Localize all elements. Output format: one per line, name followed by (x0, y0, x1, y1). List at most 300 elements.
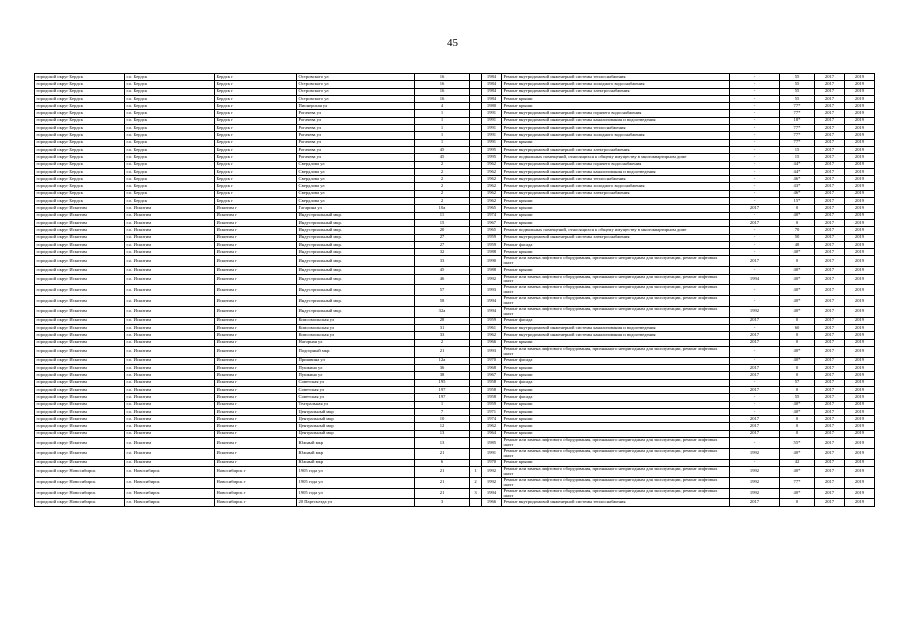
cell-locality: Искитим г (215, 448, 297, 459)
cell-building (470, 117, 482, 124)
cell-plan-year-start: 2017 (815, 438, 845, 449)
cell-house-number: 32 (415, 249, 470, 256)
cell-plan-year-start: 2017 (815, 146, 845, 153)
table-row (35, 274, 875, 285)
cell-plan-year-end: 2019 (845, 154, 875, 161)
cell-last-repair-year: - (730, 110, 780, 117)
cell-last-repair-year: - (730, 139, 780, 146)
cell-plan-year-start: 2017 (815, 161, 845, 168)
cell-year-built: 1962 (482, 161, 502, 168)
cell-wear-percent: 0 (780, 339, 815, 346)
cell-house-number: 27 (415, 241, 470, 248)
cell-year-built: 1971 (482, 408, 502, 415)
cell-year-built: 1993 (482, 346, 502, 357)
cell-building (470, 125, 482, 132)
cell-wear-percent: 0 (780, 205, 815, 212)
table-row (35, 448, 875, 459)
cell-plan-year-end: 2019 (845, 74, 875, 81)
cell-plan-year-start: 2017 (815, 459, 845, 466)
cell-street: Пришвина ул (297, 357, 415, 364)
cell-work-type: Ремонт или замена лифтового оборудования, признанного непригодным для эксплуатации, ремонт лифтовых шахт (502, 285, 730, 296)
cell-plan-year-start: 2017 (815, 154, 845, 161)
cell-work-type: Ремонт фасада (502, 379, 730, 386)
cell-year-built: 1962 (482, 190, 502, 197)
cell-wear-percent: 77* (780, 132, 815, 139)
cell-building (470, 154, 482, 161)
cell-municipality: городской округ Новосибирск (35, 477, 125, 488)
cell-wear-percent: 0 (780, 365, 815, 372)
cell-street: Индустриальный мкр. (297, 285, 415, 296)
cell-locality: Новосибирск г (215, 466, 297, 477)
cell-locality: Бердск г (215, 88, 297, 95)
cell-plan-year-end: 2019 (845, 466, 875, 477)
cell-municipal-formation: г.о. Искитим (125, 219, 215, 226)
cell-house-number: 33 (415, 256, 470, 267)
cell-street: Островского ул (297, 74, 415, 81)
cell-wear-percent: 48 (780, 241, 815, 248)
cell-year-built: 1962 (482, 332, 502, 339)
cell-locality: Искитим г (215, 357, 297, 364)
cell-municipal-formation: г.о. Бердск (125, 95, 215, 102)
cell-street: 1905 года ул (297, 488, 415, 499)
cell-locality: Искитим г (215, 306, 297, 317)
cell-municipal-formation: г.о. Бердск (125, 88, 215, 95)
cell-street: Индустриальный мкр. (297, 219, 415, 226)
cell-street: Индустриальный мкр. (297, 227, 415, 234)
cell-plan-year-start: 2017 (815, 448, 845, 459)
cell-plan-year-end: 2019 (845, 459, 875, 466)
cell-house-number: 3 (415, 499, 470, 506)
cell-year-built: 1994 (482, 306, 502, 317)
cell-plan-year-end: 2019 (845, 365, 875, 372)
cell-work-type: Ремонт крыши (502, 219, 730, 226)
cell-plan-year-end: 2019 (845, 110, 875, 117)
cell-building: 3 (470, 488, 482, 499)
cell-plan-year-end: 2019 (845, 256, 875, 267)
cell-municipality: городской округ Бердск (35, 139, 125, 146)
cell-last-repair-year: - (730, 212, 780, 219)
cell-last-repair-year: - (730, 198, 780, 205)
table-row (35, 408, 875, 415)
cell-year-built: 1993 (482, 285, 502, 296)
cell-municipality: городской округ Искитим (35, 227, 125, 234)
cell-last-repair-year: 2017 (730, 430, 780, 437)
cell-building (470, 394, 482, 401)
cell-wear-percent: 0 (780, 372, 815, 379)
cell-year-built: 1991 (482, 125, 502, 132)
cell-municipality: городской округ Искитим (35, 459, 125, 466)
cell-municipal-formation: г.о. Бердск (125, 139, 215, 146)
cell-municipal-formation: г.о. Бердск (125, 146, 215, 153)
cell-street: Советская ул (297, 379, 415, 386)
cell-plan-year-end: 2019 (845, 332, 875, 339)
cell-municipal-formation: г.о. Искитим (125, 365, 215, 372)
cell-house-number: 1 (415, 401, 470, 408)
cell-work-type: Ремонт крыши (502, 95, 730, 102)
table-row (35, 306, 875, 317)
cell-year-built: 1994 (482, 488, 502, 499)
cell-building (470, 416, 482, 423)
cell-street: Рогачева ул (297, 132, 415, 139)
cell-house-number: 2 (415, 168, 470, 175)
cell-municipality: городской округ Бердск (35, 74, 125, 81)
cell-plan-year-start: 2017 (815, 423, 845, 430)
cell-work-type: Ремонт крыши (502, 212, 730, 219)
cell-last-repair-year: - (730, 103, 780, 110)
table-row (35, 386, 875, 393)
cell-municipality: городской округ Искитим (35, 256, 125, 267)
cell-plan-year-end: 2019 (845, 103, 875, 110)
cell-year-built: 1958 (482, 379, 502, 386)
cell-municipality: городской округ Бердск (35, 198, 125, 205)
cell-municipality: городской округ Искитим (35, 408, 125, 415)
cell-year-built: 1958 (482, 386, 502, 393)
cell-locality: Искитим г (215, 332, 297, 339)
cell-wear-percent: 0 (780, 386, 815, 393)
cell-work-type: Ремонт крыши (502, 205, 730, 212)
cell-street: Индустриальный мкр. (297, 241, 415, 248)
cell-municipal-formation: г.о. Искитим (125, 317, 215, 324)
cell-house-number: 27 (415, 234, 470, 241)
cell-locality: Бердск г (215, 168, 297, 175)
cell-house-number: 21 (415, 477, 470, 488)
table-row (35, 132, 875, 139)
cell-wear-percent: 15 (780, 146, 815, 153)
cell-building (470, 205, 482, 212)
cell-locality: Искитим г (215, 401, 297, 408)
cell-building (470, 438, 482, 449)
cell-locality: Бердск г (215, 198, 297, 205)
cell-locality: Искитим г (215, 219, 297, 226)
cell-wear-percent: 46* (780, 176, 815, 183)
table-row (35, 459, 875, 466)
cell-wear-percent: 55* (780, 438, 815, 449)
cell-street: Гагарина ул (297, 205, 415, 212)
cell-locality: Искитим г (215, 296, 297, 307)
cell-street: Подгорный мкр. (297, 346, 415, 357)
cell-building (470, 176, 482, 183)
cell-plan-year-start: 2017 (815, 325, 845, 332)
cell-last-repair-year: - (730, 249, 780, 256)
cell-year-built: 1962 (482, 423, 502, 430)
cell-municipality: городской округ Искитим (35, 430, 125, 437)
cell-house-number: 46 (415, 274, 470, 285)
cell-plan-year-start: 2017 (815, 168, 845, 175)
cell-work-type: Ремонт или замена лифтового оборудования, признанного непригодным для эксплуатации, ремонт лифтовых шахт (502, 256, 730, 267)
cell-last-repair-year: 2017 (730, 317, 780, 324)
table-row (35, 88, 875, 95)
cell-house-number: 197 (415, 386, 470, 393)
cell-wear-percent: 40* (780, 466, 815, 477)
cell-plan-year-end: 2019 (845, 95, 875, 102)
cell-last-repair-year: 2017 (730, 219, 780, 226)
cell-work-type: Ремонт или замена лифтового оборудования, признанного непригодным для эксплуатации, ремонт лифтовых шахт (502, 438, 730, 449)
table-row (35, 154, 875, 161)
cell-work-type: Ремонт крыши (502, 459, 730, 466)
cell-locality: Бердск г (215, 161, 297, 168)
cell-building (470, 408, 482, 415)
cell-municipal-formation: г.о. Новосибирск (125, 477, 215, 488)
cell-year-built: 1984 (482, 74, 502, 81)
cell-plan-year-start: 2017 (815, 81, 845, 88)
cell-work-type: Ремонт крыши (502, 267, 730, 274)
cell-plan-year-start: 2017 (815, 416, 845, 423)
cell-wear-percent: 0 (780, 423, 815, 430)
table-row (35, 372, 875, 379)
cell-locality: Искитим г (215, 346, 297, 357)
cell-house-number: 1 (415, 110, 470, 117)
cell-wear-percent: 0 (780, 219, 815, 226)
cell-work-type: Ремонт крыши (502, 430, 730, 437)
cell-year-built: 1984 (482, 95, 502, 102)
cell-locality: Искитим г (215, 274, 297, 285)
cell-municipal-formation: г.о. Бердск (125, 125, 215, 132)
cell-building (470, 198, 482, 205)
cell-building (470, 317, 482, 324)
cell-building (470, 81, 482, 88)
cell-municipal-formation: г.о. Искитим (125, 448, 215, 459)
cell-work-type: Ремонт или замена лифтового оборудования, признанного непригодным для эксплуатации, ремонт лифтовых шахт (502, 296, 730, 307)
cell-building (470, 285, 482, 296)
cell-municipality: городской округ Искитим (35, 386, 125, 393)
cell-house-number: 195 (415, 379, 470, 386)
cell-plan-year-start: 2017 (815, 306, 845, 317)
cell-work-type: Ремонт крыши (502, 401, 730, 408)
cell-work-type: Ремонт фасада (502, 357, 730, 364)
cell-street: Свердлова ул (297, 183, 415, 190)
cell-plan-year-start: 2017 (815, 205, 845, 212)
cell-last-repair-year: 2017 (730, 205, 780, 212)
cell-house-number: 12а (415, 357, 470, 364)
cell-last-repair-year: - (730, 168, 780, 175)
cell-year-built: 1992 (482, 274, 502, 285)
cell-wear-percent: 40* (780, 401, 815, 408)
cell-municipal-formation: г.о. Искитим (125, 430, 215, 437)
cell-wear-percent: 55 (780, 81, 815, 88)
cell-municipal-formation: г.о. Искитим (125, 386, 215, 393)
cell-municipal-formation: г.о. Бердск (125, 176, 215, 183)
table-row (35, 267, 875, 274)
cell-plan-year-start: 2017 (815, 103, 845, 110)
cell-municipal-formation: г.о. Искитим (125, 267, 215, 274)
cell-last-repair-year: 2017 (730, 365, 780, 372)
cell-year-built: 1970 (482, 357, 502, 364)
cell-work-type: Ремонт фасада (502, 394, 730, 401)
cell-year-built: 1966 (482, 339, 502, 346)
table-row (35, 103, 875, 110)
cell-municipal-formation: г.о. Бердск (125, 110, 215, 117)
table-row (35, 499, 875, 506)
cell-year-built: 1964 (482, 430, 502, 437)
cell-last-repair-year: - (730, 357, 780, 364)
table-row (35, 212, 875, 219)
cell-work-type: Ремонт или замена лифтового оборудования, признанного непригодным для эксплуатации, ремонт лифтовых шахт (502, 466, 730, 477)
cell-house-number: 21 (415, 488, 470, 499)
cell-house-number: 2 (415, 161, 470, 168)
cell-municipality: городской округ Искитим (35, 346, 125, 357)
cell-municipality: городской округ Бердск (35, 168, 125, 175)
cell-year-built: 1992 (482, 477, 502, 488)
cell-wear-percent: 40* (780, 306, 815, 317)
cell-work-type: Ремонт крыши (502, 372, 730, 379)
cell-municipal-formation: г.о. Искитим (125, 408, 215, 415)
cell-municipality: городской округ Искитим (35, 379, 125, 386)
cell-house-number: 31 (415, 325, 470, 332)
cell-municipality: городской округ Бердск (35, 132, 125, 139)
cell-last-repair-year: - (730, 408, 780, 415)
cell-street: Индустриальный мкр. (297, 256, 415, 267)
cell-last-repair-year: 2017 (730, 339, 780, 346)
cell-house-number: 16 (415, 88, 470, 95)
cell-locality: Искитим г (215, 416, 297, 423)
cell-locality: Искитим г (215, 339, 297, 346)
cell-wear-percent: 40* (780, 296, 815, 307)
cell-wear-percent: 0 (780, 317, 815, 324)
cell-plan-year-end: 2019 (845, 306, 875, 317)
cell-plan-year-start: 2017 (815, 139, 845, 146)
cell-plan-year-start: 2017 (815, 274, 845, 285)
cell-building (470, 306, 482, 317)
cell-wear-percent: 0 (780, 499, 815, 506)
table-row (35, 219, 875, 226)
cell-house-number: 16 (415, 81, 470, 88)
cell-year-built: 1959 (482, 401, 502, 408)
cell-last-repair-year: - (730, 241, 780, 248)
cell-building: 2 (470, 477, 482, 488)
cell-building (470, 110, 482, 117)
cell-street: Островского ул (297, 88, 415, 95)
cell-plan-year-start: 2017 (815, 74, 845, 81)
cell-plan-year-start: 2017 (815, 339, 845, 346)
cell-street: 20 Партсъезда ул (297, 499, 415, 506)
cell-street: Центральный мкр (297, 423, 415, 430)
cell-year-built: 1991 (482, 139, 502, 146)
cell-locality: Искитим г (215, 241, 297, 248)
cell-work-type: Ремонт внутридомовой инженерной системы теплоснабжения (502, 74, 730, 81)
table-row (35, 430, 875, 437)
capital-repair-table-wrap (34, 73, 874, 507)
cell-plan-year-start: 2017 (815, 488, 845, 499)
cell-plan-year-start: 2017 (815, 317, 845, 324)
cell-work-type: Ремонт или замена лифтового оборудования, признанного непригодным для эксплуатации, ремонт лифтовых шахт (502, 477, 730, 488)
cell-plan-year-start: 2017 (815, 365, 845, 372)
table-row (35, 81, 875, 88)
table-row (35, 125, 875, 132)
cell-plan-year-start: 2017 (815, 267, 845, 274)
cell-year-built: 1991 (482, 132, 502, 139)
cell-plan-year-start: 2017 (815, 190, 845, 197)
cell-wear-percent: 40* (780, 212, 815, 219)
cell-building (470, 190, 482, 197)
cell-house-number: 32а (415, 306, 470, 317)
cell-building (470, 357, 482, 364)
cell-year-built: 1959 (482, 234, 502, 241)
cell-street: Рогачева ул (297, 154, 415, 161)
table-row (35, 227, 875, 234)
cell-municipal-formation: г.о. Искитим (125, 401, 215, 408)
cell-year-built: 1980 (482, 103, 502, 110)
cell-year-built: 1995 (482, 146, 502, 153)
cell-house-number: 2 (415, 198, 470, 205)
cell-wear-percent: 77* (780, 125, 815, 132)
cell-house-number: 28 (415, 317, 470, 324)
cell-municipality: городской округ Бердск (35, 176, 125, 183)
cell-house-number: 1 (415, 117, 470, 124)
cell-locality: Бердск г (215, 110, 297, 117)
cell-plan-year-end: 2019 (845, 168, 875, 175)
cell-house-number: 57 (415, 285, 470, 296)
table-row (35, 296, 875, 307)
table-row (35, 423, 875, 430)
table-row (35, 139, 875, 146)
cell-last-repair-year: 2017 (730, 332, 780, 339)
cell-locality: Новосибирск г (215, 499, 297, 506)
cell-municipal-formation: г.о. Искитим (125, 241, 215, 248)
cell-wear-percent: 42 (780, 459, 815, 466)
cell-municipal-formation: г.о. Бердск (125, 183, 215, 190)
cell-last-repair-year: - (730, 176, 780, 183)
cell-street: Южный мкр (297, 448, 415, 459)
cell-wear-percent: 40* (780, 274, 815, 285)
cell-work-type: Ремонт внутридомовой инженерной системы электроснабжения (502, 190, 730, 197)
cell-municipal-formation: г.о. Искитим (125, 357, 215, 364)
cell-plan-year-end: 2019 (845, 198, 875, 205)
table-row (35, 466, 875, 477)
cell-municipality: городской округ Бердск (35, 161, 125, 168)
cell-municipality: городской округ Бердск (35, 88, 125, 95)
table-row (35, 176, 875, 183)
cell-street: Свердлова ул (297, 161, 415, 168)
capital-repair-table (34, 73, 875, 507)
table-row (35, 146, 875, 153)
cell-municipal-formation: г.о. Искитим (125, 212, 215, 219)
cell-year-built: 1995 (482, 154, 502, 161)
cell-building (470, 88, 482, 95)
table-row (35, 110, 875, 117)
cell-locality: Бердск г (215, 183, 297, 190)
cell-plan-year-end: 2019 (845, 317, 875, 324)
cell-plan-year-end: 2019 (845, 227, 875, 234)
cell-year-built: 1974 (482, 416, 502, 423)
cell-municipal-formation: г.о. Искитим (125, 423, 215, 430)
cell-plan-year-end: 2019 (845, 438, 875, 449)
cell-municipal-formation: г.о. Искитим (125, 346, 215, 357)
cell-locality: Искитим г (215, 459, 297, 466)
cell-house-number: 4 (415, 103, 470, 110)
cell-work-type: Ремонт крыши (502, 423, 730, 430)
cell-work-type: Ремонт внутридомовой инженерной системы горячего водоснабжения (502, 161, 730, 168)
table-row (35, 477, 875, 488)
cell-municipal-formation: г.о. Новосибирск (125, 466, 215, 477)
cell-building (470, 132, 482, 139)
cell-year-built: 1992 (482, 466, 502, 477)
cell-last-repair-year: 1992 (730, 488, 780, 499)
cell-plan-year-start: 2017 (815, 219, 845, 226)
cell-year-built: 1962 (482, 198, 502, 205)
cell-municipality: городской округ Бердск (35, 81, 125, 88)
cell-plan-year-start: 2017 (815, 394, 845, 401)
cell-plan-year-end: 2019 (845, 408, 875, 415)
cell-plan-year-end: 2019 (845, 190, 875, 197)
cell-locality: Бердск г (215, 154, 297, 161)
cell-house-number: 21 (415, 448, 470, 459)
cell-municipality: городской округ Искитим (35, 394, 125, 401)
cell-plan-year-end: 2019 (845, 285, 875, 296)
cell-street: Рогачева ул (297, 146, 415, 153)
cell-wear-percent: 0 (780, 430, 815, 437)
cell-last-repair-year: - (730, 74, 780, 81)
cell-plan-year-end: 2019 (845, 183, 875, 190)
